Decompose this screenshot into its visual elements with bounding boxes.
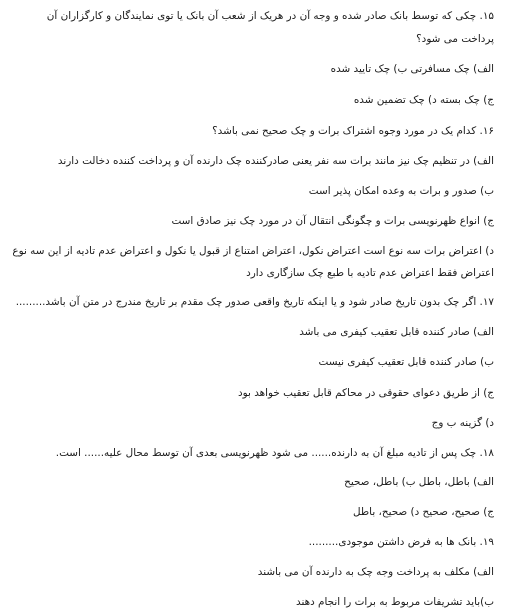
question-19-option-a: الف) مکلف به پرداخت وجه چک به دارنده آن می باشند [257, 566, 494, 578]
question-18-options-c-d: ج) صحیح، صحیح د) صحیح، باطل [353, 506, 494, 518]
question-19-option-b: ب)باید تشریفات مربوط به برات را انجام دهند [296, 596, 494, 608]
question-17-option-d: د) گزینه ب وج [431, 417, 494, 429]
question-15-line-1: ۱۵. چکی که توسط بانک صادر شده و وجه آن در هریک از شعب آن بانک یا توی نمایندگان و کارگزاران آن [46, 10, 494, 22]
question-16-option-b: ب) صدور و برات به وعده امکان پذیر است [308, 185, 494, 197]
question-15-line-2: پرداخت می شود؟ [416, 33, 494, 45]
question-16-option-d-line-1: د) اعتراض برات سه نوع است اعتراض نکول، اعتراض امتناع از قبول یا نکول و اعتراض عدم تادیه از این سه نوع [12, 245, 494, 257]
question-18-options-a-b: الف) باطل، باطل ب) باطل، صحیح [344, 476, 494, 488]
question-16-option-a: الف) در تنظیم چک نیز مانند برات سه نفر یعنی صادرکننده چک دارنده آن و پرداخت کننده دخالت دارند [57, 155, 494, 167]
question-17-text: ۱۷. اگر چک بدون تاریخ صادر شود و یا اینکه تاریخ واقعی صدور چک مقدم بر تاریخ مندرج در متن آن باشد......... [15, 296, 494, 308]
question-16-option-d-line-2: اعتراض فقط اعتراض عدم تادیه با طبع چک سازگاری دارد [246, 267, 494, 279]
question-15-options-a-b: الف) چک مسافرتی ب) چک تایید شده [330, 63, 494, 75]
question-18-text: ۱۸. چک پس از تادیه مبلغ آن به دارنده...... می شود ظهرنویسی بعدی آن توسط محال علیه...... است. [55, 447, 494, 459]
question-17-option-a: الف) صادر کننده قابل تعقیب کیفری می باشد [299, 326, 494, 338]
question-17-option-c: ج) از طریق دعوای حقوقی در محاکم قابل تعقیب خواهد بود [238, 387, 494, 399]
question-19-text: ۱۹. بانک ها به فرض داشتن موجودی......... [308, 536, 494, 548]
question-17-option-b: ب) صادر کننده قابل تعقیب کیفری نیست [318, 356, 494, 368]
question-15-options-c-d: ج) چک بسته د) چک تضمین شده [353, 94, 494, 106]
question-16-text: ۱۶. کدام یک در مورد وجوه اشتراک برات و چک صحیح نمی باشد؟ [212, 125, 494, 137]
question-16-option-c: ج) انواع ظهرنویسی برات و چگونگی انتقال آن در مورد چک نیز صادق است [171, 215, 494, 227]
